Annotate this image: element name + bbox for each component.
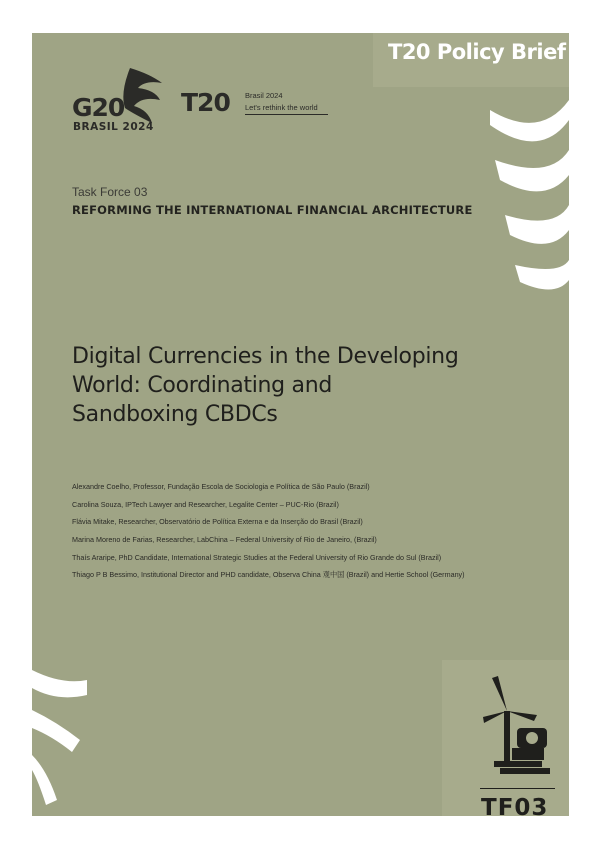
t20-tagline: Let's rethink the world bbox=[245, 103, 318, 112]
windmill-building-icon bbox=[482, 673, 552, 778]
t20-brasil-label: Brasil 2024 bbox=[245, 91, 283, 100]
task-force-code: TF03 bbox=[481, 795, 549, 821]
author-entry: Carolina Souza, IPTech Lawyer and Researcher, Legalite Center – PUC-Rio (Brazil) bbox=[72, 499, 339, 509]
g20-wordmark: G20 bbox=[72, 93, 125, 122]
footer-divider bbox=[480, 788, 555, 789]
author-entry: Thaís Araripe, PhD Candidate, International Strategic Studies at the Federal University of Rio Grande do Sul (Brazil) bbox=[72, 552, 442, 562]
author-list bbox=[72, 482, 552, 588]
author-entry: Alexandre Coelho, Professor, Fundação Escola de Sociologia e Política de São Paulo (Brazil) bbox=[72, 482, 370, 491]
title-line: Sandboxing CBDCs bbox=[72, 402, 278, 427]
author-entry: Flávia Mitake, Researcher, Observatório de Política Externa e da Inserção do Brasil (Brazil) bbox=[72, 517, 363, 527]
task-force-label: Task Force 03 bbox=[72, 185, 148, 199]
decorative-arcs-right bbox=[470, 80, 569, 305]
author-entry: Marina Moreno de Farias, Researcher, LabChina – Federal University of Rio de Janeiro, (Brazil) bbox=[72, 535, 377, 545]
task-force-title: REFORMING THE INTERNATIONAL FINANCIAL ARCHITECTURE bbox=[72, 203, 473, 217]
title-line: World: Coordinating and bbox=[72, 373, 333, 398]
title-line: Digital Currencies in the Developing bbox=[72, 344, 459, 369]
decorative-arcs-left bbox=[32, 660, 92, 820]
t20-divider bbox=[245, 114, 328, 115]
brief-label: T20 Policy Brief bbox=[388, 40, 566, 64]
document-title bbox=[72, 342, 542, 429]
g20-subtitle: BRASIL 2024 bbox=[73, 121, 154, 133]
t20-wordmark: T20 bbox=[181, 88, 230, 117]
author-entry: Thiago P B Bessimo, Institutional Director and PHD candidate, Observa China 观中国 (Brazil) and Hertie School (Germany) bbox=[72, 570, 465, 580]
